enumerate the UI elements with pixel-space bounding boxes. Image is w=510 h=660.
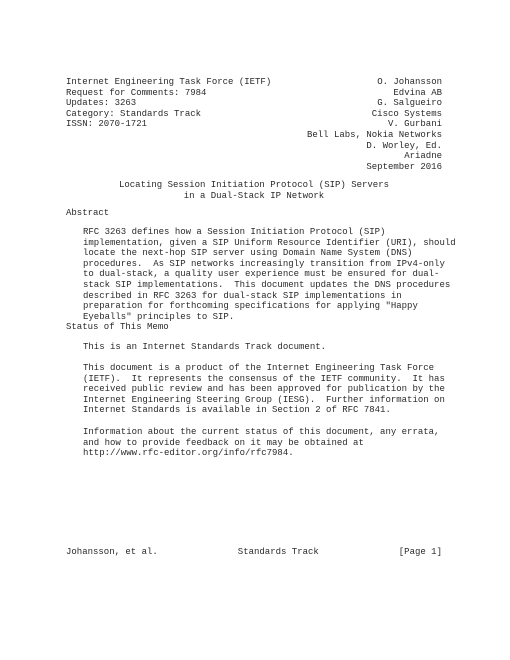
status-paragraph-3 (83, 427, 443, 459)
header-row (66, 77, 442, 88)
header-left-line: Category: Standards Track (66, 108, 202, 119)
status-heading: Status of This Memo (66, 322, 169, 332)
header-right-line: Edvina AB (393, 87, 442, 98)
text-line: This is an Internet Standards Track document. (83, 342, 327, 352)
footer-page-number: [Page 1] (398, 547, 442, 557)
header-right-line: Cisco Systems (371, 108, 442, 119)
header-right-line: V. Gurbani (387, 119, 442, 130)
header-row (66, 130, 442, 141)
text-line: received public review and has been approved for publication by the (83, 384, 445, 395)
text-line: preparation for forthcoming specifications for applying "Happy (83, 301, 418, 312)
header-right-line: Ariadne (404, 151, 442, 162)
text-line: This document is a product of the Internet Engineering Task Force (83, 363, 435, 373)
text-line: (IETF). It represents the consensus of the IETF community. It has (83, 373, 445, 384)
header-right-line: Bell Labs, Nokia Networks (306, 129, 442, 140)
page-footer (66, 547, 442, 558)
document-header (66, 77, 442, 172)
text-line: stack SIP implementations. This document updates the DNS procedures (83, 279, 451, 290)
header-row (66, 119, 442, 130)
header-left-line: Request for Comments: 7984 (66, 87, 207, 98)
text-line: to dual-stack, a quality user experience must be ensured for dual- (83, 269, 440, 280)
abstract-paragraph (83, 227, 456, 322)
header-left-line: Internet Engineering Task Force (IETF) (66, 77, 272, 87)
text-line: and how to provide feedback on it may be obtained at (83, 437, 364, 448)
header-row (66, 88, 442, 99)
footer-authors: Johansson, et al. (66, 547, 158, 557)
header-right-line: O. Johansson (377, 77, 442, 87)
header-right-line: G. Salgueiro (377, 98, 442, 109)
text-line: RFC 3263 defines how a Session Initiation Protocol (SIP) (83, 227, 386, 237)
header-row (66, 162, 442, 173)
rfc-url: http://www.rfc-editor.org/info/rfc7984. (83, 448, 294, 459)
status-paragraph-1 (83, 342, 443, 353)
header-row (66, 109, 442, 120)
abstract-heading: Abstract (66, 208, 110, 218)
document-title (66, 180, 442, 201)
header-row (66, 98, 442, 109)
header-row (66, 141, 442, 152)
title-line: in a Dual-Stack IP Network (183, 190, 325, 201)
text-line: Internet Standards is available in Section 2 of RFC 7841. (83, 405, 391, 416)
title-line: Locating Session Initiation Protocol (SIP) Servers (118, 180, 390, 190)
status-paragraph-2 (83, 363, 443, 416)
text-line: Eyeballs" principles to SIP. (83, 311, 235, 322)
header-row (66, 151, 442, 162)
text-line: Internet Engineering Steering Group (IESG). Further information on (83, 394, 445, 405)
header-left-line: Updates: 3263 (66, 98, 137, 109)
publication-date: September 2016 (366, 161, 442, 172)
header-left-line: ISSN: 2070-1721 (66, 119, 148, 130)
footer-category: Standards Track (237, 547, 319, 557)
text-line: implementation, given a SIP Uniform Resource Identifier (URI), should (83, 237, 456, 248)
text-line: procedures. As SIP networks increasingly transition from IPv4-only (83, 258, 445, 269)
text-line: locate the next-hop SIP server using Domain Name System (DNS) (83, 248, 413, 259)
text-line: Information about the current status of this document, any errata, (83, 427, 440, 437)
header-right-line: D. Worley, Ed. (366, 140, 442, 151)
text-line: described in RFC 3263 for dual-stack SIP implementations in (83, 290, 402, 301)
